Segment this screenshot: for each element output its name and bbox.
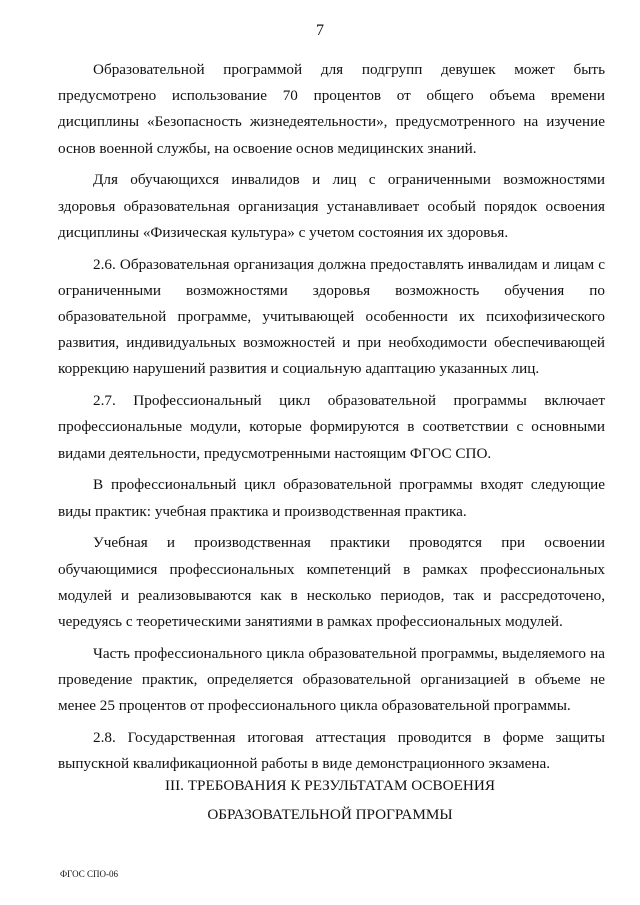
footer-document-code: ФГОС СПО-06	[60, 869, 118, 879]
paragraph-2-8: 2.8. Государственная итоговая аттестация проводится в форме защиты выпускной квалификационной работы в виде демонстрационного экзамена.	[58, 729, 605, 773]
section-heading	[40, 771, 620, 829]
body-text	[58, 57, 605, 783]
page-number: 7	[316, 22, 324, 39]
paragraph-practice-conduct: Учебная и производственная практики проводятся при освоении обучающимися профессиональных компетенций в рамках профессиональных модулей и реализовываются как в несколько периодов, так и рассредоточено, чередуясь с теоретическими занятиями в рамках профессиональных модулей.	[58, 534, 605, 631]
paragraph-2-7: 2.7. Профессиональный цикл образовательной программы включает профессиональные модули, которые формируются в соответствии с основными видами деятельности, предусмотренными настоящим ФГОС СПО.	[58, 392, 605, 462]
paragraph-2-6: 2.6. Образовательная организация должна предоставлять инвалидам и лицам с ограниченными возможностями здоровья возможность обучения по образовательной программе, учитывающей особенности их психофизического развития, индивидуальных возможностей и при необходимости обеспечивающей коррекцию нарушений развития и социальную адаптацию указанных лиц.	[58, 255, 605, 378]
section-heading-line-1: III. ТРЕБОВАНИЯ К РЕЗУЛЬТАТАМ ОСВОЕНИЯ	[164, 777, 495, 794]
paragraph-bzh-girls: Образовательной программой для подгрупп девушек может быть предусмотрено использование 70 процентов от общего объема времени дисциплины «Безопасность жизнедеятельности», предусмотренного на изучение основ военной службы, на освоение основ медицинских знаний.	[58, 61, 605, 157]
paragraph-physical-culture: Для обучающихся инвалидов и лиц с ограниченными возможностями здоровья образовательная организация устанавливает особый порядок освоения дисциплины «Физическая культура» с учетом состояния их здоровья.	[58, 171, 605, 241]
section-heading-line-2: ОБРАЗОВАТЕЛЬНОЙ ПРОГРАММЫ	[207, 806, 453, 823]
paragraph-practice-types: В профессиональный цикл образовательной программы входят следующие виды практик: учебная практика и производственная практика.	[58, 476, 605, 520]
paragraph-practice-share: Часть профессионального цикла образовательной программы, выделяемого на проведение практик, определяется образовательной организацией в объеме не менее 25 процентов от профессионального цикла образовательной программы.	[58, 644, 605, 715]
